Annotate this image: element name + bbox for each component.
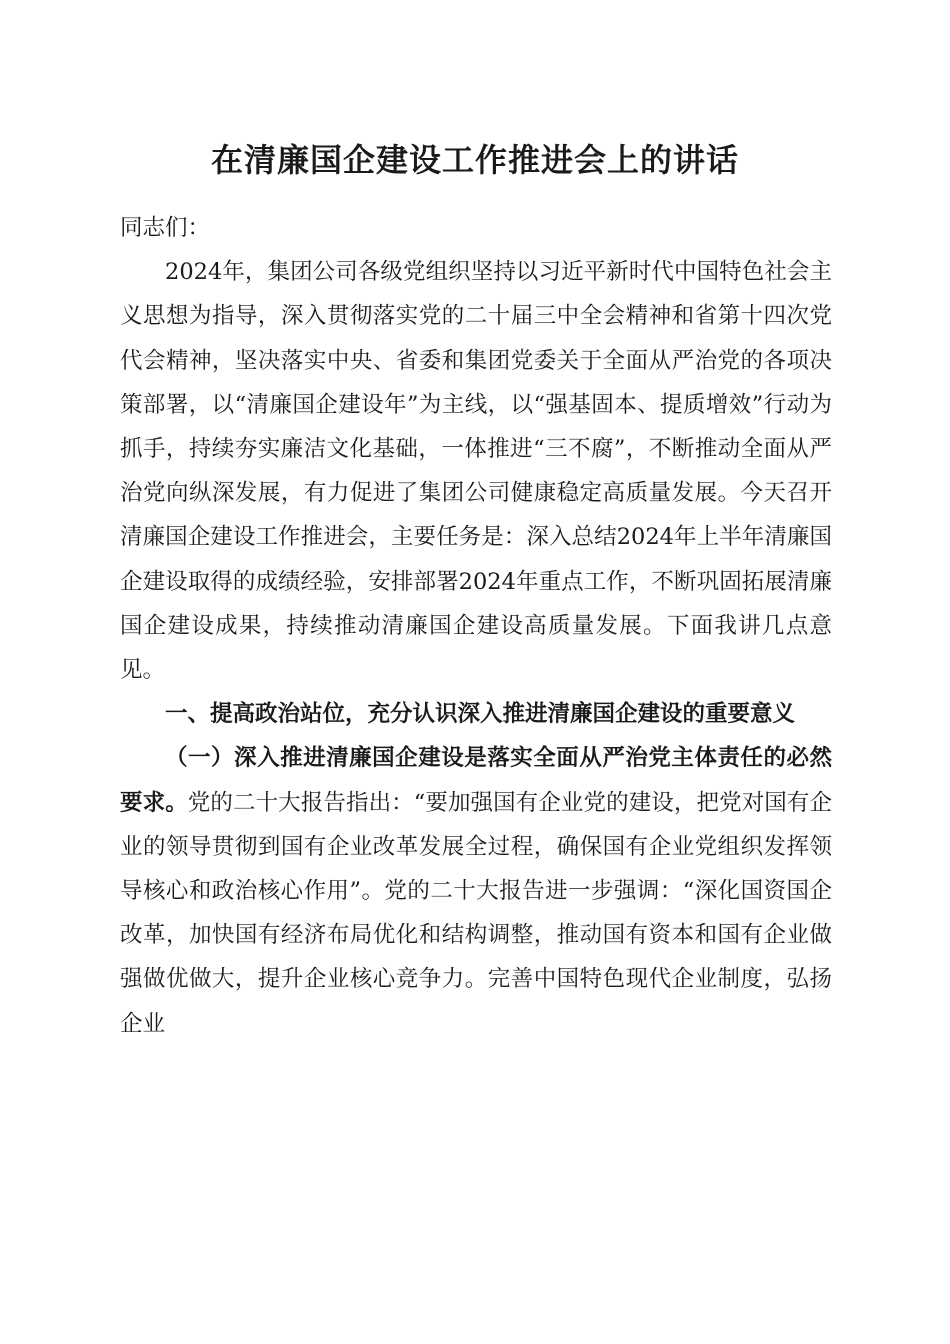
section-heading-1: 一、提高政治站位，充分认识深入推进清廉国企建设的重要意义 [165,701,796,728]
salutation: 同志们： [120,215,211,241]
intro-paragraph: 2024年，集团公司各级党组织坚持以习近平新时代中国特色社会主义思想为指导，深入贯彻落实党的二十届三中全会精神和省第十四次党代会精神，坚决落实中央、省委和集团党委关于全面从严治党的各项决策部署，以“清廉国企建设年”为主线，以“强基固本、提质增效”行动为抓手，持续夯实廉洁文化基础，一体推进“三不腐”，不断推动全面从严治党向纵深发展，有力促进了集团公司健康稳定高质量发展。今天召开清廉国企建设工作推进会，主要任务是：深入总结2024年上半年清廉国企建设取得的成绩经验，安排部署2024年重点工作，不断巩固拓展清廉国企建设成果，持续推动清廉国企建设高质量发展。下面我讲几点意见。 [120,259,832,684]
subsection-text-1: 党的二十大报告指出：“要加强国有企业党的建设，把党对国有企业的领导贯彻到国有企业改革发展全过程，确保国有企业党组织发挥领导核心和政治核心作用”。党的二十大报告进一步强调：“深化国资国企改革，加快国有经济布局优化和结构调整，推动国有资本和国有企业做强做优做大，提升企业核心竞争力。完善中国特色现代企业制度，弘扬企业 [120,789,832,1037]
document-title: 在清廉国企建设工作推进会上的讲话 [210,141,739,179]
subsection-paragraph-1 [120,736,832,1045]
document-body [120,206,832,1046]
subsection-heading-1: （一）深入推进清廉国企建设是落实全面从严治党主体责任的必然要求。 [120,745,832,816]
